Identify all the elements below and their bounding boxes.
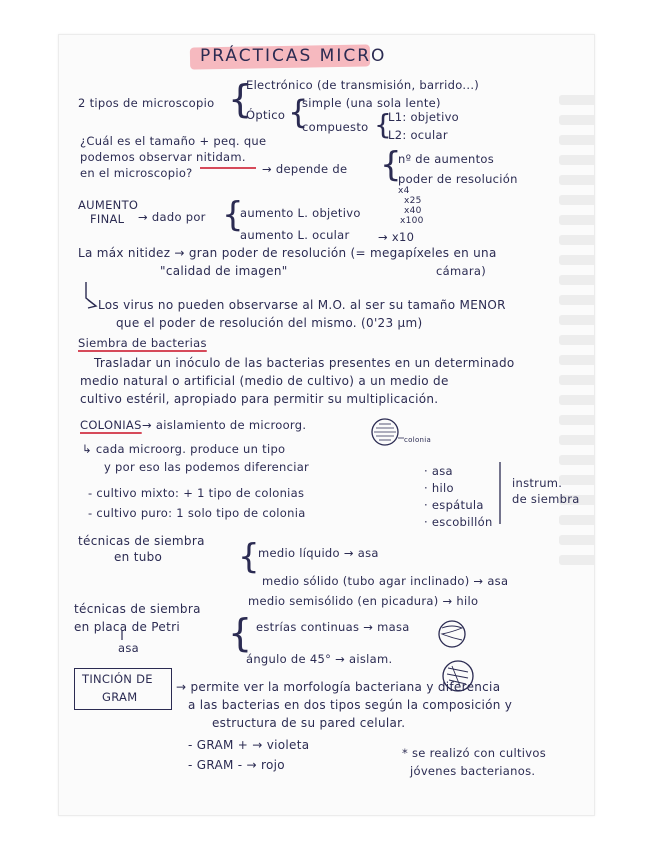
gram-box-line-1: TINCIÓN DE (82, 672, 153, 686)
tube-technique-label-1: técnicas de siembra (78, 534, 205, 548)
brace-icon: { (374, 108, 392, 141)
simple-microscope: simple (una sola lente) (302, 96, 441, 110)
magnification-option: nº de aumentos (398, 152, 495, 166)
section-heading-siembra: Siembra de bacterias (78, 336, 207, 350)
objective-magnification: aumento L. objetivo (240, 206, 361, 220)
brace-icon: { (228, 77, 253, 121)
sharpness-line-3: cámara) (436, 264, 486, 278)
brace-icon: { (238, 537, 260, 577)
instrument-hilo: · hilo (424, 481, 454, 495)
mag-x10: → x10 (378, 230, 415, 244)
given-by-arrow: → dado por (138, 210, 206, 224)
mag-x4: x4 (398, 186, 410, 196)
gram-note-1: * se realizó con cultivos (402, 746, 546, 760)
sharpness-line-1: La máx nitidez → gran poder de resolución (= megapíxeles en una (78, 246, 497, 260)
colony-dish-hatching (374, 424, 396, 440)
pure-culture: - cultivo puro: 1 solo tipo de colonia (88, 506, 306, 520)
colonias-note-1: ↳ cada microorg. produce un tipo (82, 442, 286, 456)
brace-icon: { (288, 93, 309, 131)
mag-x40: x40 (404, 206, 422, 216)
plate-technique-label-1: técnicas de siembra (74, 602, 201, 616)
colonias-def: → aislamiento de microorg. (142, 418, 307, 432)
gram-desc-2: a las bacterias en dos tipos según la composición y (188, 698, 513, 712)
instrument-espatula: · espátula (424, 498, 484, 512)
size-question-2: podemos observar nitidam. (80, 150, 246, 164)
virus-line-1: Los virus no pueden observarse al M.O. al ser su tamaño MENOR (98, 298, 506, 312)
optical-microscope: Óptico (246, 108, 286, 122)
mixed-culture: - cultivo mixto: + 1 tipo de colonias (88, 486, 305, 500)
lens-ocular: L2: ocular (388, 128, 448, 142)
microscope-types-label: 2 tipos de microscopio (78, 96, 215, 110)
colonias-note-2: y por eso las podemos diferenciar (104, 460, 310, 474)
plate-technique-label-2: en placa de Petri (74, 620, 180, 634)
ocular-magnification: aumento L. ocular (240, 228, 350, 242)
brace-icon: { (228, 611, 253, 655)
instruments-label-2: de siembra (512, 492, 580, 506)
plate-tool-asa: asa (118, 641, 139, 655)
final-magnification-label: AUMENTO (78, 198, 139, 212)
isolation-streaks (447, 666, 468, 686)
page-title: PRÁCTICAS MICRO (200, 46, 387, 66)
final-magnification-label-2: FINAL (90, 212, 125, 226)
instrument-asa: · asa (424, 464, 453, 478)
tube-technique-label-2: en tubo (114, 550, 163, 564)
gram-desc-1: → permite ver la morfología bacteriana y diferencia (176, 680, 501, 694)
solid-medium: medio sólido (tubo agar inclinado) → asa (262, 574, 509, 588)
instrument-escobillon: · escobillón (424, 515, 493, 529)
gram-negative: - GRAM - → rojo (188, 758, 285, 772)
siembra-def-2: medio natural o artificial (medio de cultivo) a un medio de (80, 374, 449, 388)
siembra-def-1: Trasladar un inóculo de las bacterias presentes en un determinado (94, 356, 515, 370)
semisolid-medium: medio semisólido (en picadura) → hilo (248, 594, 479, 608)
lens-objective: L1: objetivo (388, 110, 460, 124)
streak-continuous: estrías continuas → masa (256, 620, 410, 634)
colony-dot-label: colonia (404, 436, 432, 444)
virus-line-2: que el poder de resolución del mismo. (0'23 µm) (116, 316, 423, 330)
compound-microscope: compuesto (302, 120, 369, 134)
size-question-1: ¿Cuál es el tamaño + peq. que (80, 134, 267, 148)
gram-positive: - GRAM + → violeta (188, 738, 310, 752)
streak-45-degree: ángulo de 45° → aislam. (246, 652, 393, 666)
resolution-option: poder de resolución (398, 172, 518, 186)
electronic-microscope: Electrónico (de transmisión, barrido...) (246, 78, 480, 92)
mag-x100: x100 (400, 216, 424, 226)
instruments-label-1: instrum. (512, 476, 563, 490)
gram-desc-3: estructura de su pared celular. (212, 716, 406, 730)
arrow-head-icon (88, 300, 96, 308)
streak-pattern (442, 626, 462, 640)
brace-icon: { (380, 145, 402, 185)
mag-x25: x25 (404, 196, 422, 206)
gram-box-line-2: GRAM (102, 690, 138, 704)
section-heading-colonias: COLONIAS (80, 418, 142, 432)
size-question-3: en el microscopio? (80, 166, 193, 180)
siembra-def-3: cultivo estéril, apropiado para permitir su multiplicación. (80, 392, 439, 406)
liquid-medium: medio líquido → asa (258, 546, 379, 560)
depends-on-arrow: → depende de (262, 162, 348, 176)
gram-note-2: jóvenes bacterianos. (410, 764, 536, 778)
sharpness-line-2: "calidad de imagen" (160, 264, 288, 278)
brace-icon: { (222, 195, 244, 235)
